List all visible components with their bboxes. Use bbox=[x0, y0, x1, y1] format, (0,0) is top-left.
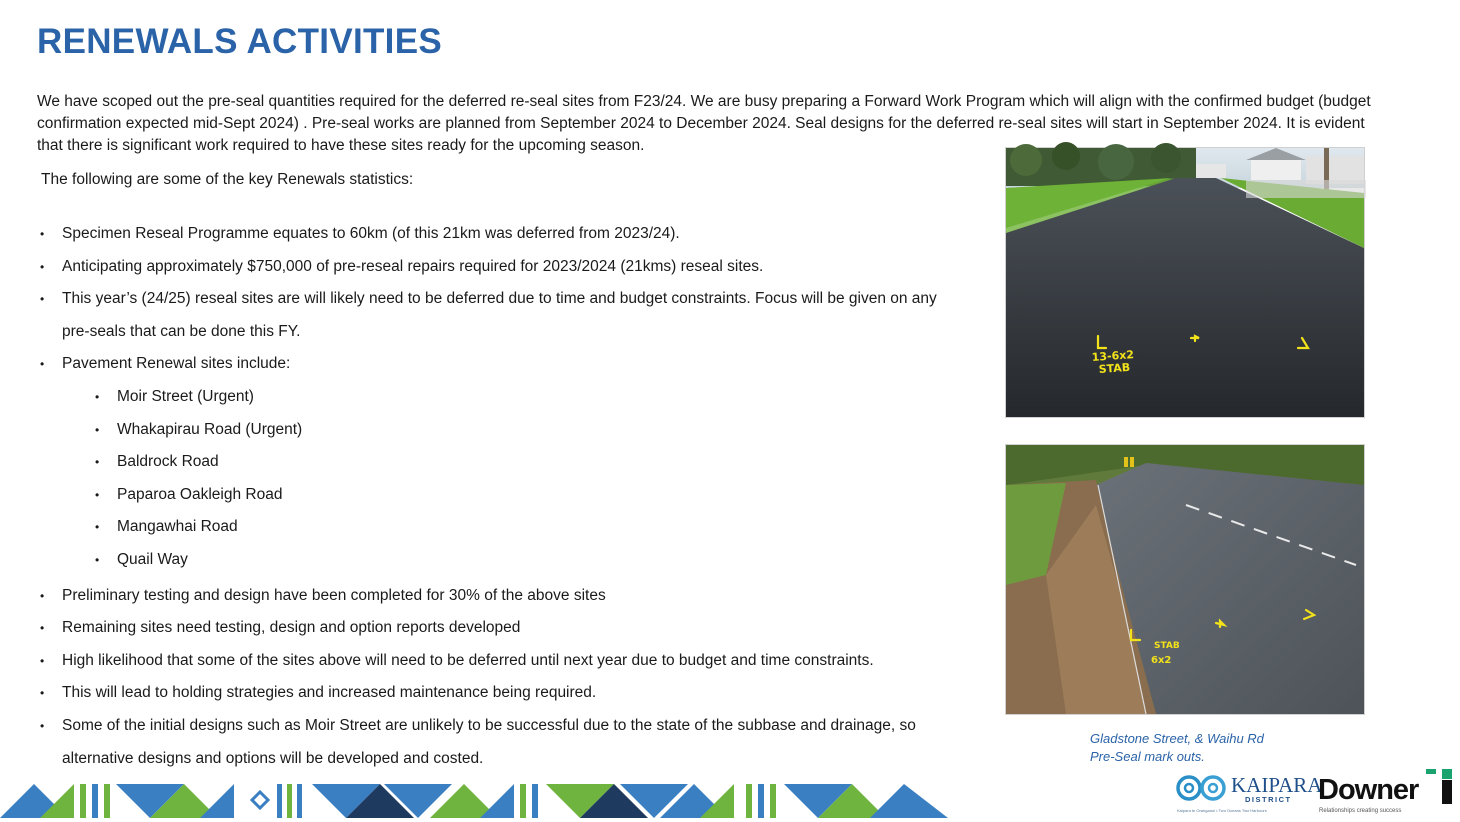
marking-label: STAB bbox=[1154, 641, 1180, 651]
site-item bbox=[40, 479, 960, 512]
photo-caption bbox=[1090, 730, 1264, 766]
list-item bbox=[40, 612, 960, 645]
list-item-text: This year’s (24/25) reseal sites are will likely need to be deferred due to time and budget constraints. Focus will be given on any pre-seals that can be done this FY. bbox=[62, 290, 937, 340]
statistics-list bbox=[40, 218, 960, 775]
bullet-icon: • bbox=[40, 718, 45, 733]
bullet-icon: • bbox=[95, 520, 100, 535]
list-item-text: Some of the initial designs such as Moir Street are unlikely to be successful due to the state of the subbase and drainage, so alternative designs and options will be developed and costed. bbox=[62, 716, 916, 767]
decorative-pattern-banner bbox=[0, 782, 950, 820]
list-item-text: Specimen Reseal Programme equates to 60km (of this 21km was deferred from 2023/24). bbox=[62, 225, 680, 242]
site-name: Baldrock Road bbox=[117, 453, 219, 471]
site-item bbox=[40, 446, 960, 479]
list-item-text: This will lead to holding strategies and increased maintenance being required. bbox=[62, 684, 597, 702]
bullet-icon: • bbox=[40, 227, 45, 241]
list-item bbox=[40, 283, 960, 348]
stats-heading: The following are some of the key Renewals statistics: bbox=[41, 171, 414, 188]
caption-line: Pre-Seal mark outs. bbox=[1090, 749, 1205, 764]
list-item bbox=[40, 218, 960, 251]
bullet-icon: • bbox=[95, 552, 100, 567]
list-item bbox=[40, 348, 960, 381]
site-item bbox=[40, 511, 960, 544]
intro-paragraph: We have scoped out the pre-seal quantities required for the deferred re-seal sites from F23/24. We are busy preparing a Forward Work Program which will align with the confirmed budget (budget confirmation expected mid-Sept 2024) . Pre-seal works are planned from September 2024 to December 2024. Seal designs for the deferred re-seal sites will start in September 2024. It is evident that there is significant work required to have these sites ready for the upcoming season. bbox=[37, 93, 1371, 154]
list-item-text: Preliminary testing and design have been completed for 30% of the above sites bbox=[62, 586, 606, 604]
bullet-icon: • bbox=[40, 653, 45, 668]
site-name: Moir Street (Urgent) bbox=[117, 387, 254, 405]
kaipara-district-logo bbox=[1175, 768, 1323, 816]
list-item bbox=[40, 677, 960, 710]
road-photo-gladstone-street bbox=[1005, 147, 1365, 418]
kaipara-sub: DISTRICT bbox=[1245, 795, 1292, 804]
bullet-icon: • bbox=[40, 357, 45, 372]
list-item-text: Remaining sites need testing, design and option reports developed bbox=[62, 619, 521, 637]
site-name: Whakapirau Road (Urgent) bbox=[117, 420, 303, 438]
site-item bbox=[40, 544, 960, 577]
bullet-icon: • bbox=[95, 389, 100, 404]
bullet-icon: • bbox=[95, 422, 100, 437]
bullet-icon: • bbox=[95, 455, 100, 470]
site-item bbox=[40, 414, 960, 447]
list-item-text: High likelihood that some of the sites above will need to be deferred until next year due to budget and time constraints. bbox=[62, 651, 874, 669]
bullet-icon: • bbox=[95, 487, 100, 502]
list-item bbox=[40, 580, 960, 613]
kaipara-name: KAIPARA bbox=[1231, 773, 1323, 797]
photo-illustration bbox=[1006, 148, 1364, 417]
downer-name: Downer bbox=[1318, 774, 1419, 806]
downer-tagline: Relationships creating success bbox=[1319, 808, 1402, 814]
marking-label: 6x2 bbox=[1151, 655, 1172, 666]
site-name: Mangawhai Road bbox=[117, 518, 238, 536]
list-item bbox=[40, 710, 960, 775]
photo-illustration bbox=[1006, 445, 1364, 714]
caption-line: Gladstone Street, & Waihu Rd bbox=[1090, 731, 1264, 746]
diamond-icon bbox=[252, 792, 268, 808]
list-item bbox=[40, 251, 960, 284]
bullet-icon: • bbox=[40, 259, 45, 274]
bullet-icon: • bbox=[40, 686, 45, 701]
site-item bbox=[40, 381, 960, 414]
bullet-icon: • bbox=[40, 292, 45, 307]
list-item-text: Pavement Renewal sites include: bbox=[62, 355, 291, 373]
road-photo-waihu-rd bbox=[1005, 444, 1365, 715]
marking-label: STAB bbox=[1098, 360, 1131, 376]
site-name: Paparoa Oakleigh Road bbox=[117, 485, 283, 503]
bullet-icon: • bbox=[40, 588, 45, 603]
pattern-triangle bbox=[200, 784, 234, 818]
page-title: RENEWALS ACTIVITIES bbox=[37, 22, 442, 61]
list-item bbox=[40, 645, 960, 678]
kaipara-tagline: Kaipara te Oranganui • Two Oceans Two Harbours bbox=[1177, 808, 1267, 813]
bullet-icon: • bbox=[40, 621, 45, 636]
downer-logo bbox=[1316, 768, 1456, 818]
site-name: Quail Way bbox=[117, 550, 188, 568]
list-item-text: Anticipating approximately $750,000 of pre-reseal repairs required for 2023/2024 (21kms) reseal sites. bbox=[62, 257, 764, 275]
marking-label: 13-6x2 bbox=[1091, 348, 1135, 364]
